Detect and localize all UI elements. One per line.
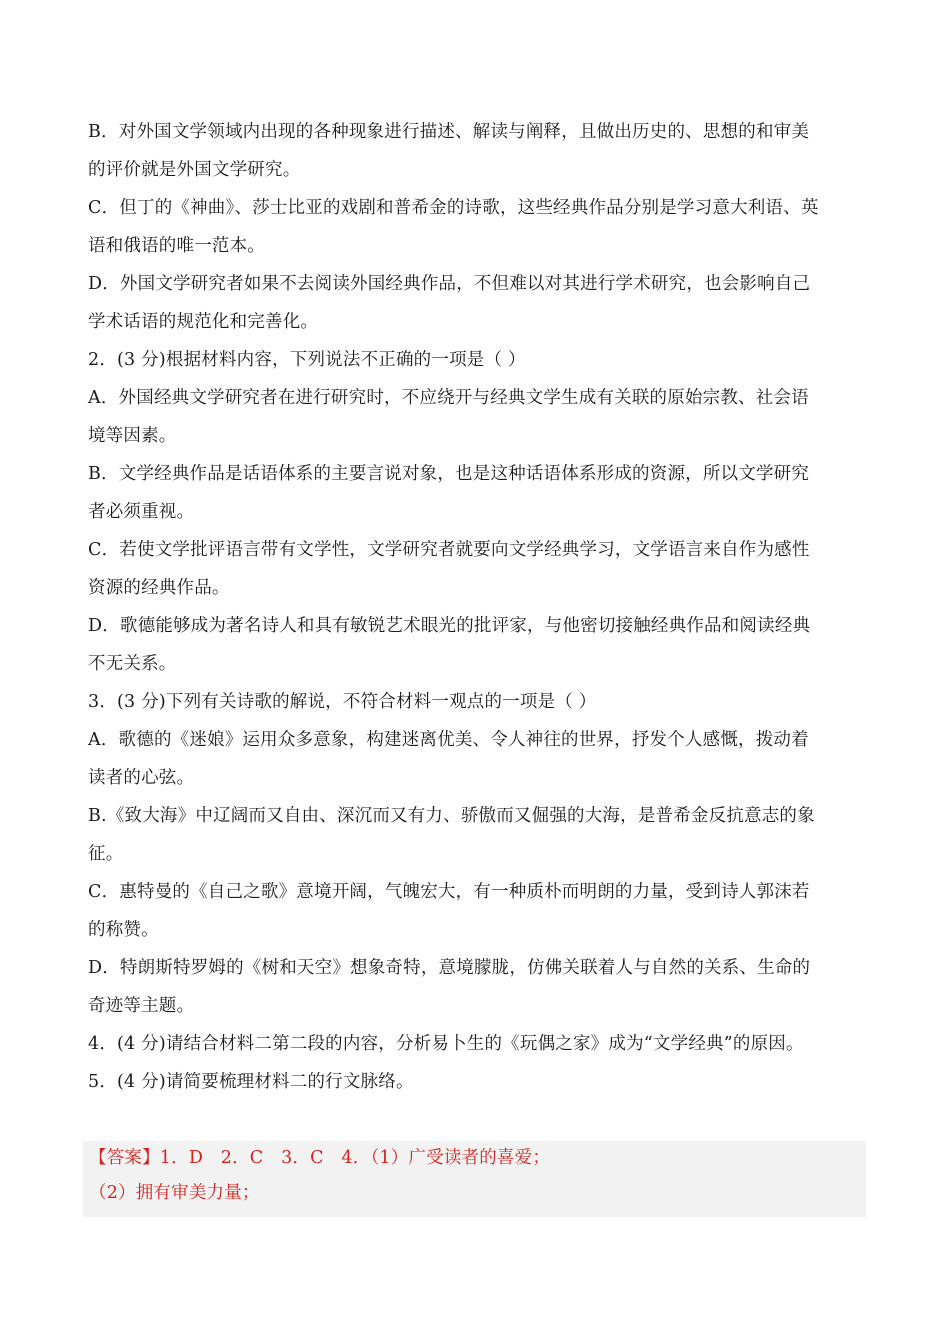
text-line: D．歌德能够成为著名诗人和具有敏锐艺术眼光的批评家，与他密切接触经典作品和阅读经典 [88,616,811,636]
text-line: D．特朗斯特罗姆的《树和天空》想象奇特，意境朦胧，仿佛关联着人与自然的关系、生命的 [88,958,811,978]
text-line: B．对外国文学领域内出现的各种现象进行描述、解读与阐释，且做出历史的、思想的和审美 [88,122,810,142]
text-line: A．歌德的《迷娘》运用众多意象，构建迷离优美、令人神往的世界，抒发个人感慨，拨动着 [88,730,809,750]
question-text [88,113,868,1101]
text-line: B.《致大海》中辽阔而又自由、深沉而又有力、骄傲而又倔强的大海，是普希金反抗意志的象 [88,806,815,826]
text-line: B．文学经典作品是话语体系的主要言说对象，也是这种话语体系形成的资源，所以文学研究 [88,464,810,484]
question-4-stem: 4．(4 分)请结合材料二第二段的内容，分析易卜生的《玩偶之家》成为“文学经典”的原因。 [88,1034,804,1054]
answer-box [83,1141,866,1217]
text-line: 资源的经典作品。 [88,578,230,598]
text-line: 语和俄语的唯一范本。 [88,236,265,256]
text-line: 的称赞。 [88,920,159,940]
question-2-stem: 2．(3 分)根据材料内容，下列说法不正确的一项是（ ） [88,350,526,370]
text-line: C．惠特曼的《自己之歌》意境开阔，气魄宏大，有一种质朴而明朗的力量，受到诗人郭沫若 [88,882,810,902]
text-line: 读者的心弦。 [88,768,195,788]
text-line: 学术话语的规范化和完善化。 [88,312,319,332]
text-line: D．外国文学研究者如果不去阅读外国经典作品，不但难以对其进行学术研究，也会影响自己 [88,274,811,294]
question-5-stem: 5．(4 分)请简要梳理材料二的行文脉络。 [88,1072,414,1092]
answer-line: 【答案】1．D 2．C 3．C 4．（1）广受读者的喜爱； [89,1148,551,1168]
text-line: 奇迹等主题。 [88,996,195,1016]
text-line: 不无关系。 [88,654,177,674]
text-line: 的评价就是外国文学研究。 [88,160,301,180]
text-line: A．外国经典文学研究者在进行研究时，不应绕开与经典文学生成有关联的原始宗教、社会语 [88,388,809,408]
text-line: 征。 [88,844,124,864]
text-line: 境等因素。 [88,426,177,446]
text-line: C．但丁的《神曲》、莎士比亚的戏剧和普希金的诗歌，这些经典作品分别是学习意大利语、英 [88,198,819,218]
text-line: 者必须重视。 [88,502,195,522]
text-line: C．若使文学批评语言带有文学性，文学研究者就要向文学经典学习，文学语言来自作为感性 [88,540,810,560]
answer-line: （2）拥有审美力量； [89,1183,260,1203]
question-3-stem: 3．(3 分)下列有关诗歌的解说，不符合材料一观点的一项是（ ） [88,692,597,712]
